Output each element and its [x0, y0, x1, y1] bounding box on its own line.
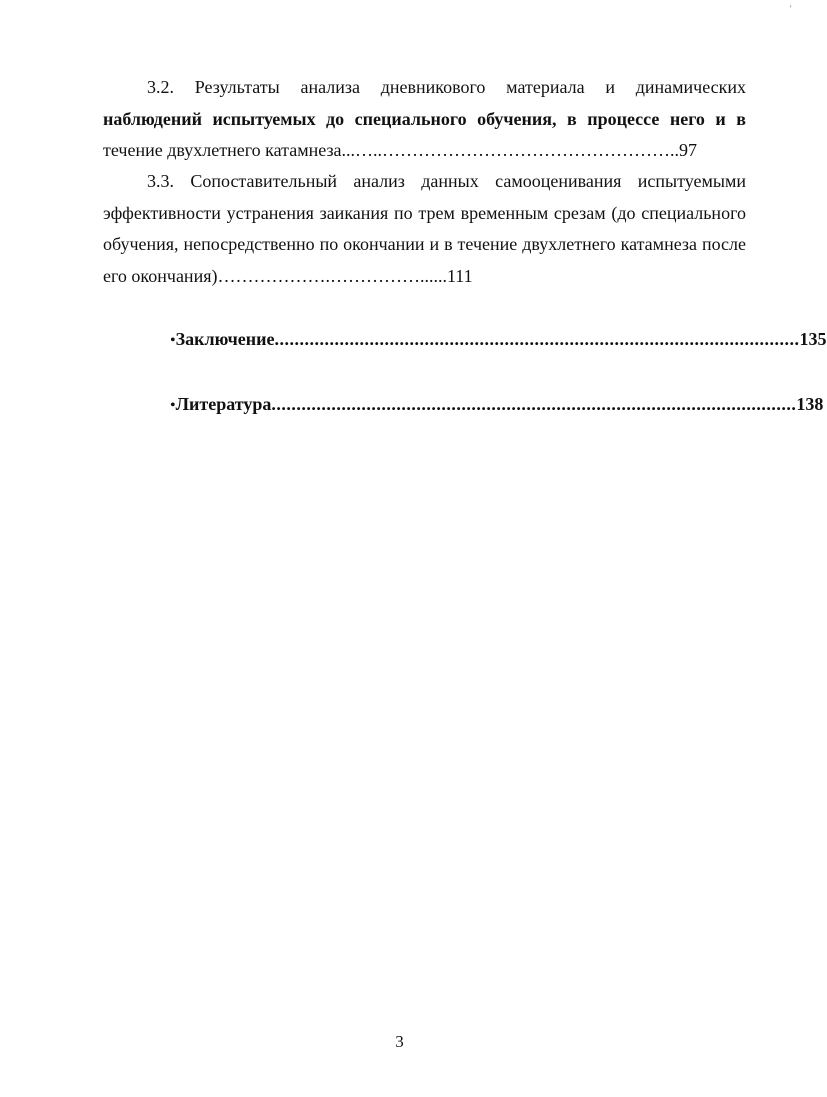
scan-edge-mark: '	[790, 4, 792, 13]
toc-literature-leader: .........................................................................................................	[271, 394, 797, 414]
toc-conclusion-label: Заключение	[175, 329, 275, 349]
bullet-icon: •	[170, 332, 176, 349]
toc-conclusion	[170, 327, 827, 353]
toc-entry-3-2-text-tail: течение двухлетнего катамнеза...…..…………………………………………..97	[103, 140, 698, 160]
toc-entry-3-2-text-normal: Результаты анализа дневникового материала и динамических	[174, 77, 746, 97]
toc-conclusion-leader: .........................................................................................................	[274, 329, 800, 349]
toc-literature-page: 138	[796, 394, 824, 414]
toc-entry-3-3-number: 3.3.	[147, 171, 174, 191]
toc-entry-3-3-text: Сопоставительный анализ данных самооценивания испытуемыми эффективности устранения заикания по трем временным срезам (до специального обучения, непосредственно по окончании и в течение двухлетнего катамнеза после его окончания)……………….……………......111	[103, 171, 746, 286]
page-number: 3	[395, 1032, 404, 1051]
toc-entry-3-2	[103, 72, 746, 167]
bullet-icon: •	[170, 397, 176, 414]
toc-entry-3-3	[103, 166, 746, 292]
toc-entry-3-2-number: 3.2.	[147, 77, 174, 97]
toc-literature-label: Литература	[175, 394, 272, 414]
toc-entry-3-2-text-bold: наблюдений испытуемых до специального обучения, в процессе него и в	[103, 108, 746, 129]
toc-literature	[170, 392, 824, 418]
toc-conclusion-page: 135	[799, 329, 827, 349]
